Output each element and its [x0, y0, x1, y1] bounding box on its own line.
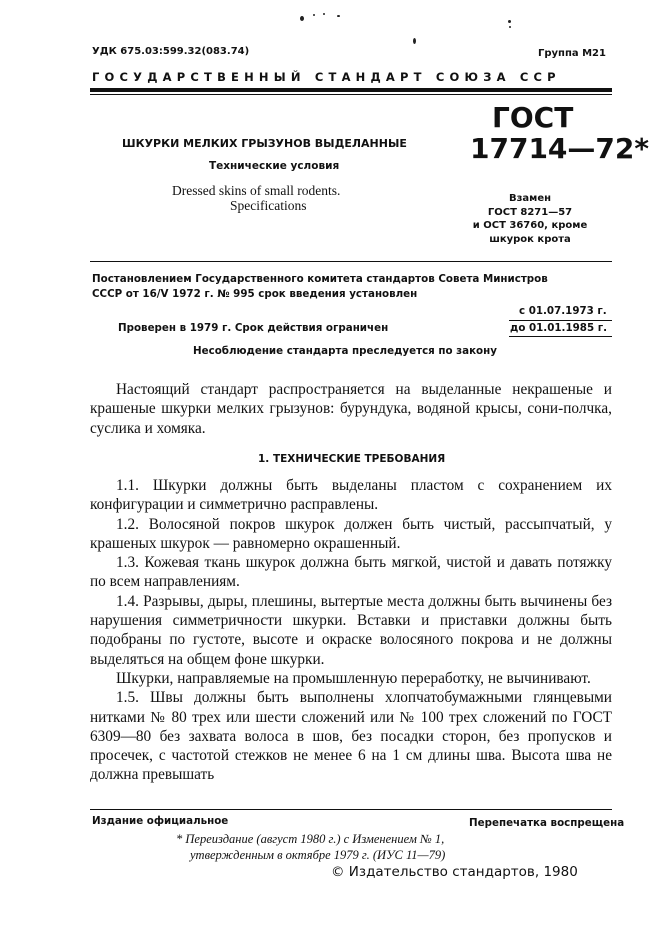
separator-line — [90, 261, 612, 262]
title-en-line2: Specifications — [230, 198, 307, 213]
paragraph-1-3: 1.3. Кожевая ткань шкурок должна быть мягкой, чистой и давать потяжку по всем направлениям. — [90, 554, 612, 591]
title-ru: ШКУРКИ МЕЛКИХ ГРЫЗУНОВ ВЫДЕЛАННЫЕ — [122, 137, 407, 150]
reprint-notice: Перепечатка воспрещена — [469, 817, 625, 829]
paragraph-1-5: 1.5. Швы должны быть выполнены хлопчатобумажными глянцевыми нитками № 80 трех или шести сложений или № 100 трех сложений по ГОСТ 6309—80 без захвата волоса в шов, без посадки сторон, без пропусков и просечек, с частотой стежков не менее 6 на 1 см длины шва. Высота шва не должна превышать — [90, 689, 612, 784]
section-heading: 1. ТЕХНИЧЕСКИЕ ТРЕБОВАНИЯ — [258, 453, 446, 465]
gost-label: ГОСТ — [492, 101, 574, 134]
paragraph-1-4: 1.4. Разрывы, дыры, плешины, вытертые места должны быть вычинены без нарушения симметричности шкурки. Вставки и приставки должны быть подобраны по густоте, высоте и окраске волосяного покрова и не должны выделяться на общем фоне шкурки. — [90, 592, 612, 668]
title-en-line1: Dressed skins of small rodents. — [172, 183, 341, 198]
publisher: © Издательство стандартов, 1980 — [331, 864, 578, 880]
gost-number: 17714—72* — [470, 132, 650, 165]
state-standard-banner: ГОСУДАРСТВЕННЫЙ СТАНДАРТ СОЮЗА ССР — [92, 70, 561, 84]
date-end: до 01.01.1985 г. — [510, 322, 607, 334]
replaces-block — [470, 192, 590, 246]
reissue-note — [176, 831, 445, 863]
replaces-line2: ГОСТ 8271—57 — [487, 206, 573, 218]
decree-line2: СССР от 16/V 1972 г. № 995 срок введения установлен — [92, 288, 418, 300]
replaces-line3: и ОСТ 36760, кроме — [472, 220, 588, 231]
intro-paragraph — [90, 380, 612, 438]
section-body — [90, 476, 612, 808]
gost-block — [470, 102, 649, 164]
reissue-note-line1: * Переиздание (август 1980 г.) с Изменением № 1, — [176, 832, 445, 846]
date-underline — [509, 336, 612, 337]
law-notice: Несоблюдение стандарта преследуется по закону — [193, 345, 497, 357]
replaces-line4: шкурок крота — [489, 233, 571, 245]
date-start: с 01.07.1973 г. — [519, 305, 607, 317]
group-code: Группа М21 — [538, 48, 606, 59]
footer-rule — [90, 809, 612, 810]
decree-line1: Постановлением Государственного комитета стандартов Совета Министров — [92, 273, 548, 285]
header-rule-thin — [90, 94, 612, 95]
official-edition: Издание официальное — [92, 815, 229, 827]
paragraph-1-1: 1.1. Шкурки должны быть выделаны пластом с сохранением их конфигурации и симметрично расправлены. — [90, 477, 612, 514]
reissue-note-line2: утвержденным в октябре 1979 г. (ИУС 11—79) — [190, 848, 446, 862]
checked-note: Проверен в 1979 г. Срок действия ограничен — [118, 322, 389, 334]
paragraph-1-4-note: Шкурки, направляемые на промышленную переработку, не вычинивают. — [116, 669, 591, 687]
udk-code: УДК 675.03:599.32(083.74) — [92, 46, 250, 57]
date-divider — [509, 320, 612, 321]
subtitle-ru: Технические условия — [209, 160, 340, 172]
paragraph-1-2: 1.2. Волосяной покров шкурок должен быть чистый, рассыпчатый, у крашеных шкурок — равномерно окрашенный. — [90, 515, 612, 552]
header-rule-thick — [90, 88, 612, 92]
replaces-line1: Взамен — [508, 193, 552, 204]
intro-text: Настоящий стандарт распространяется на выделанные некрашеные и крашеные шкурки мелких грызунов: бурундука, водяной крысы, сони-полчка, суслика и хомяка. — [90, 381, 612, 437]
